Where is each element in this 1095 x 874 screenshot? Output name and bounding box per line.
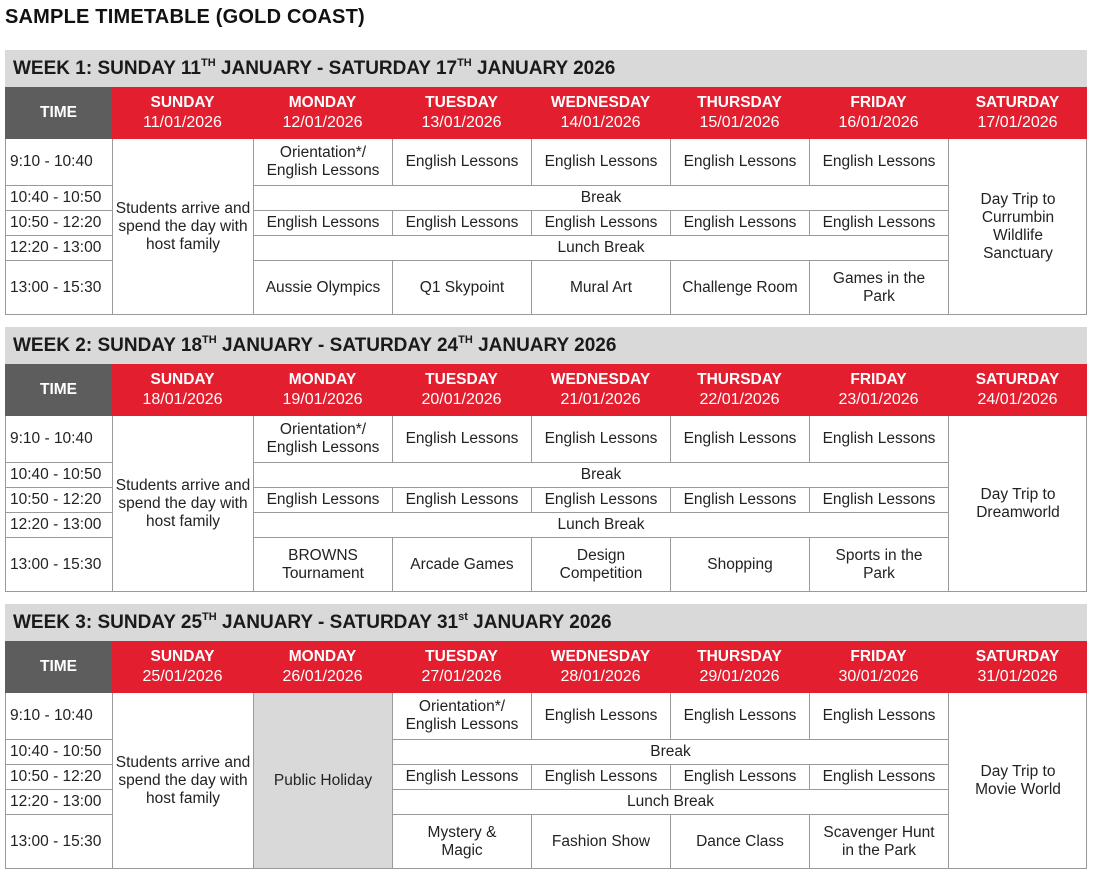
monday-midmorning-cell: English Lessons bbox=[253, 210, 392, 235]
tuesday-morning-cell: English Lessons bbox=[392, 416, 531, 462]
time-column-header: TIME bbox=[5, 364, 112, 416]
time-slot-morning: 9:10 - 10:40 bbox=[5, 416, 112, 462]
day-header-sunday: SUNDAY 11/01/2026 bbox=[112, 87, 253, 139]
week-2-header: WEEK 2: SUNDAY 18TH JANUARY - SATURDAY 24TH JANUARY 2026 bbox=[5, 327, 1087, 364]
wednesday-afternoon-activity: Design Competition bbox=[531, 537, 670, 592]
day-header-friday: FRIDAY 30/01/2026 bbox=[809, 641, 948, 693]
tuesday-midmorning-cell: English Lessons bbox=[392, 764, 531, 789]
thursday-afternoon-activity: Shopping bbox=[670, 537, 809, 592]
time-slot-afternoon: 13:00 - 15:30 bbox=[5, 814, 112, 869]
week-1-header: WEEK 1: SUNDAY 11TH JANUARY - SATURDAY 17TH JANUARY 2026 bbox=[5, 50, 1087, 87]
wednesday-morning-cell: English Lessons bbox=[531, 693, 670, 739]
time-slot-afternoon: 13:00 - 15:30 bbox=[5, 537, 112, 592]
time-slot-afternoon: 13:00 - 15:30 bbox=[5, 260, 112, 315]
time-slot-midmorning: 10:50 - 12:20 bbox=[5, 210, 112, 235]
day-header-monday: MONDAY 12/01/2026 bbox=[253, 87, 392, 139]
monday-morning-cell: Orientation*/ English Lessons bbox=[253, 139, 392, 185]
thursday-midmorning-cell: English Lessons bbox=[670, 210, 809, 235]
week-3-section bbox=[5, 604, 1087, 871]
time-slot-lunch: 12:20 - 13:00 bbox=[5, 512, 112, 537]
thursday-morning-cell: English Lessons bbox=[670, 416, 809, 462]
week-1-timetable bbox=[5, 87, 1087, 315]
time-slot-break: 10:40 - 10:50 bbox=[5, 462, 112, 487]
saturday-day-trip: Day Trip to Dreamworld bbox=[948, 416, 1087, 592]
friday-afternoon-activity: Sports in the Park bbox=[809, 537, 948, 592]
wednesday-afternoon-activity: Mural Art bbox=[531, 260, 670, 315]
day-header-monday: MONDAY 19/01/2026 bbox=[253, 364, 392, 416]
day-header-wednesday: WEDNESDAY 28/01/2026 bbox=[531, 641, 670, 693]
week-2-timetable bbox=[5, 364, 1087, 592]
day-header-sunday: SUNDAY 18/01/2026 bbox=[112, 364, 253, 416]
monday-afternoon-activity: BROWNS Tournament bbox=[253, 537, 392, 592]
tuesday-morning-cell: Orientation*/ English Lessons bbox=[392, 693, 531, 739]
thursday-morning-cell: English Lessons bbox=[670, 139, 809, 185]
sunday-arrival-cell: Students arrive and spend the day with host family bbox=[112, 139, 253, 315]
day-header-thursday: THURSDAY 22/01/2026 bbox=[670, 364, 809, 416]
time-column-header: TIME bbox=[5, 87, 112, 139]
day-header-sunday: SUNDAY 25/01/2026 bbox=[112, 641, 253, 693]
monday-morning-cell: Orientation*/ English Lessons bbox=[253, 416, 392, 462]
thursday-afternoon-activity: Dance Class bbox=[670, 814, 809, 869]
day-header-friday: FRIDAY 16/01/2026 bbox=[809, 87, 948, 139]
lunch-row: Lunch Break bbox=[392, 789, 948, 814]
day-header-friday: FRIDAY 23/01/2026 bbox=[809, 364, 948, 416]
wednesday-morning-cell: English Lessons bbox=[531, 416, 670, 462]
time-slot-lunch: 12:20 - 13:00 bbox=[5, 789, 112, 814]
time-slot-midmorning: 10:50 - 12:20 bbox=[5, 764, 112, 789]
thursday-morning-cell: English Lessons bbox=[670, 693, 809, 739]
break-row: Break bbox=[253, 462, 948, 487]
wednesday-afternoon-activity: Fashion Show bbox=[531, 814, 670, 869]
time-slot-morning: 9:10 - 10:40 bbox=[5, 693, 112, 739]
friday-afternoon-activity: Scavenger Hunt in the Park bbox=[809, 814, 948, 869]
wednesday-midmorning-cell: English Lessons bbox=[531, 487, 670, 512]
break-row: Break bbox=[253, 185, 948, 210]
tuesday-midmorning-cell: English Lessons bbox=[392, 487, 531, 512]
thursday-afternoon-activity: Challenge Room bbox=[670, 260, 809, 315]
friday-midmorning-cell: English Lessons bbox=[809, 210, 948, 235]
thursday-midmorning-cell: English Lessons bbox=[670, 764, 809, 789]
day-header-saturday: SATURDAY 17/01/2026 bbox=[948, 87, 1087, 139]
time-slot-midmorning: 10:50 - 12:20 bbox=[5, 487, 112, 512]
time-slot-break: 10:40 - 10:50 bbox=[5, 185, 112, 210]
saturday-day-trip: Day Trip to Movie World bbox=[948, 693, 1087, 869]
tuesday-afternoon-activity: Arcade Games bbox=[392, 537, 531, 592]
day-header-wednesday: WEDNESDAY 14/01/2026 bbox=[531, 87, 670, 139]
day-header-tuesday: TUESDAY 20/01/2026 bbox=[392, 364, 531, 416]
tuesday-midmorning-cell: English Lessons bbox=[392, 210, 531, 235]
day-header-tuesday: TUESDAY 27/01/2026 bbox=[392, 641, 531, 693]
day-header-wednesday: WEDNESDAY 21/01/2026 bbox=[531, 364, 670, 416]
monday-midmorning-cell: English Lessons bbox=[253, 487, 392, 512]
monday-public-holiday: Public Holiday bbox=[253, 693, 392, 869]
break-row: Break bbox=[392, 739, 948, 764]
lunch-row: Lunch Break bbox=[253, 512, 948, 537]
friday-morning-cell: English Lessons bbox=[809, 139, 948, 185]
time-slot-morning: 9:10 - 10:40 bbox=[5, 139, 112, 185]
saturday-day-trip: Day Trip to Currumbin Wildlife Sanctuary bbox=[948, 139, 1087, 315]
wednesday-morning-cell: English Lessons bbox=[531, 139, 670, 185]
day-header-thursday: THURSDAY 15/01/2026 bbox=[670, 87, 809, 139]
time-slot-lunch: 12:20 - 13:00 bbox=[5, 235, 112, 260]
day-header-tuesday: TUESDAY 13/01/2026 bbox=[392, 87, 531, 139]
day-header-monday: MONDAY 26/01/2026 bbox=[253, 641, 392, 693]
friday-morning-cell: English Lessons bbox=[809, 693, 948, 739]
monday-afternoon-activity: Aussie Olympics bbox=[253, 260, 392, 315]
time-column-header: TIME bbox=[5, 641, 112, 693]
friday-afternoon-activity: Games in the Park bbox=[809, 260, 948, 315]
tuesday-afternoon-activity: Mystery & Magic bbox=[392, 814, 531, 869]
tuesday-morning-cell: English Lessons bbox=[392, 139, 531, 185]
wednesday-midmorning-cell: English Lessons bbox=[531, 764, 670, 789]
friday-midmorning-cell: English Lessons bbox=[809, 764, 948, 789]
day-header-saturday: SATURDAY 24/01/2026 bbox=[948, 364, 1087, 416]
day-header-thursday: THURSDAY 29/01/2026 bbox=[670, 641, 809, 693]
week-1-section bbox=[5, 50, 1087, 315]
friday-midmorning-cell: English Lessons bbox=[809, 487, 948, 512]
sunday-arrival-cell: Students arrive and spend the day with host family bbox=[112, 416, 253, 592]
page-title: SAMPLE TIMETABLE (GOLD COAST) bbox=[5, 6, 365, 28]
friday-morning-cell: English Lessons bbox=[809, 416, 948, 462]
wednesday-midmorning-cell: English Lessons bbox=[531, 210, 670, 235]
time-slot-break: 10:40 - 10:50 bbox=[5, 739, 112, 764]
day-header-saturday: SATURDAY 31/01/2026 bbox=[948, 641, 1087, 693]
tuesday-afternoon-activity: Q1 Skypoint bbox=[392, 260, 531, 315]
thursday-midmorning-cell: English Lessons bbox=[670, 487, 809, 512]
week-2-section bbox=[5, 327, 1087, 592]
sunday-arrival-cell: Students arrive and spend the day with host family bbox=[112, 693, 253, 869]
lunch-row: Lunch Break bbox=[253, 235, 948, 260]
week-3-header: WEEK 3: SUNDAY 25TH JANUARY - SATURDAY 31st JANUARY 2026 bbox=[5, 604, 1087, 641]
week-3-timetable bbox=[5, 641, 1087, 871]
